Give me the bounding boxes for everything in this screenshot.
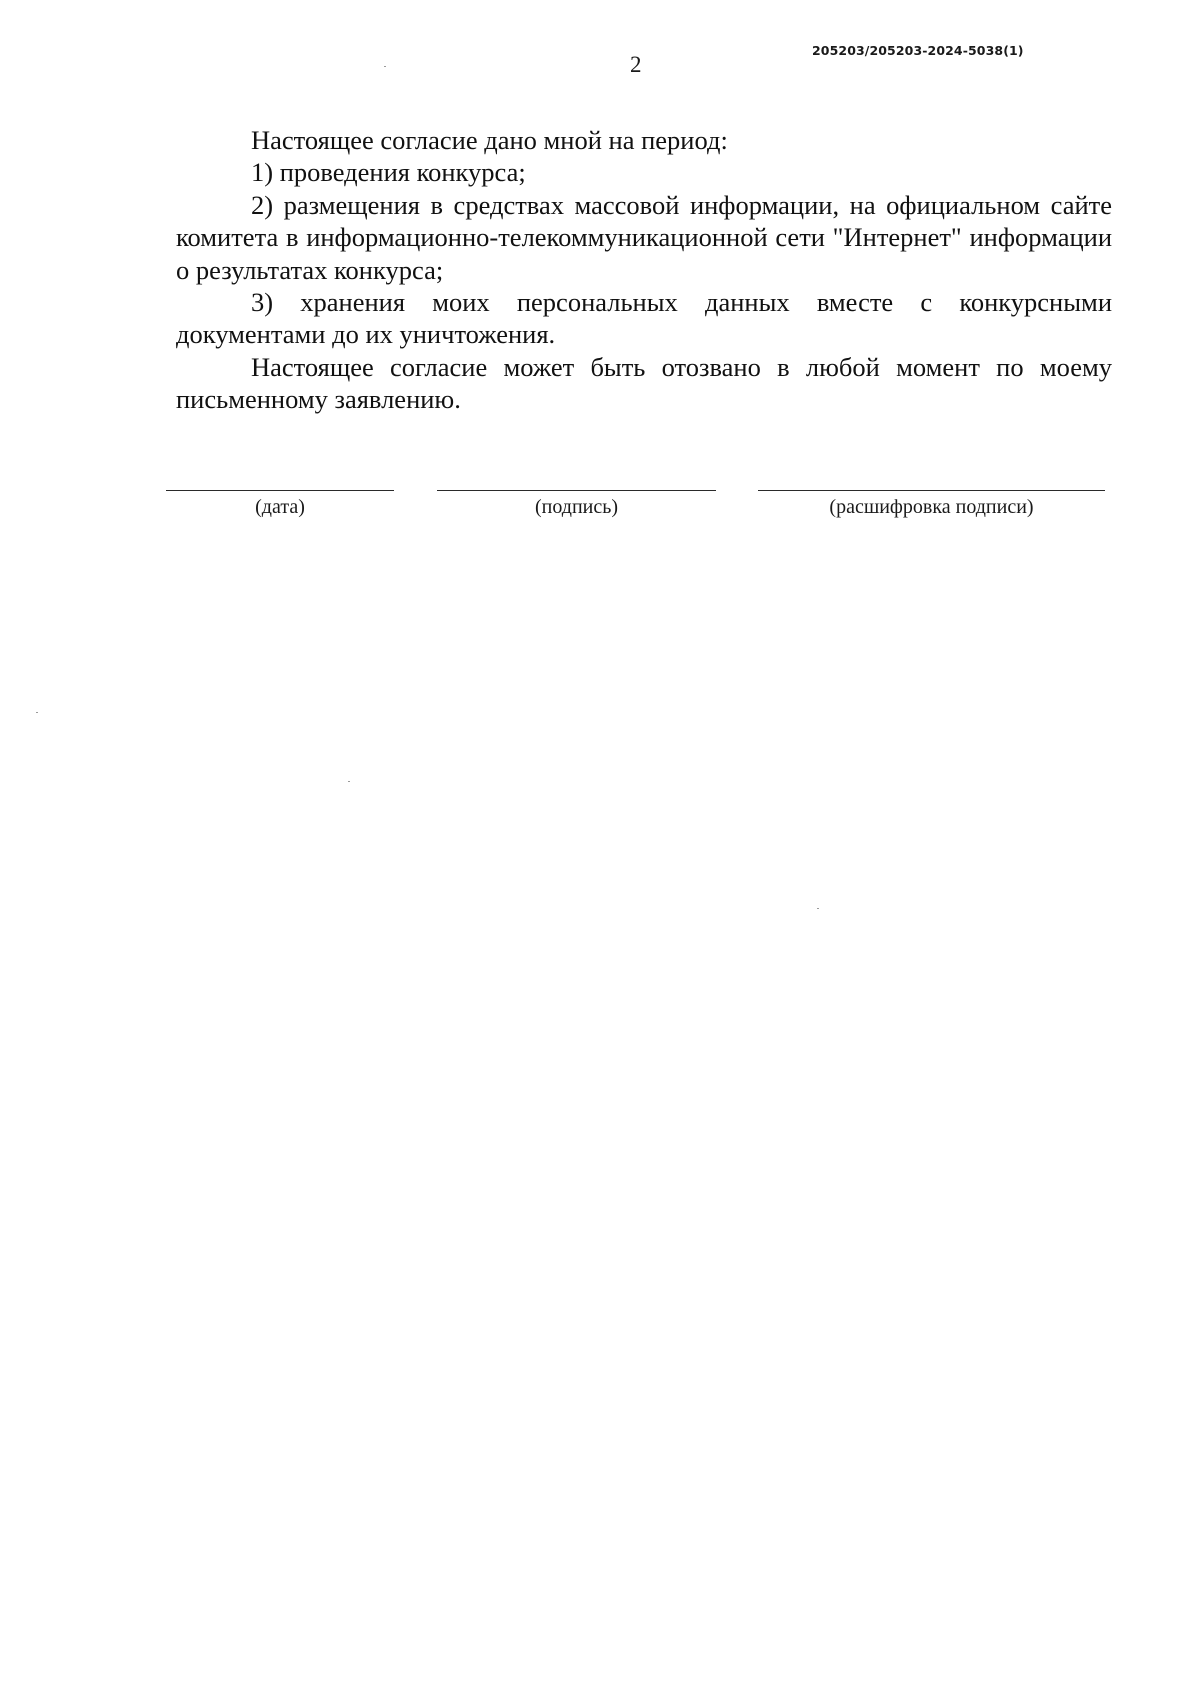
date-line xyxy=(166,490,394,491)
document-id: 205203/205203-2024-5038(1) xyxy=(812,43,1024,58)
paragraph-revocation: Настоящее согласие может быть отозвано в любой момент по моему письменному заявлению. xyxy=(176,351,1112,415)
paragraph-item-1: 1) проведения конкурса; xyxy=(251,157,526,188)
scan-speck xyxy=(384,66,386,67)
date-label: (дата) xyxy=(255,496,305,518)
page-number: 2 xyxy=(630,52,642,77)
scan-speck xyxy=(36,712,38,713)
paragraph-consent-period: Настоящее согласие дано мной на период: xyxy=(251,125,728,155)
paragraph-item-3: 3) хранения моих персональных данных вместе с конкурсными документами до их уничтожения. xyxy=(176,287,1112,350)
signature-label: (подпись) xyxy=(534,496,619,518)
signature-decoding-line xyxy=(758,490,1105,491)
paragraph-item-2: 2) размещения в средствах массовой информации, на официальном сайте комитета в информационно-телекоммуникационной сети "Интернет" информации о результатах конкурса; xyxy=(176,189,1112,285)
document-body xyxy=(176,124,1112,416)
signature-line xyxy=(437,490,716,491)
scan-speck xyxy=(348,781,350,782)
signature-decoding-label: (расшифровка подписи) xyxy=(829,496,1034,518)
scan-speck xyxy=(817,908,819,909)
